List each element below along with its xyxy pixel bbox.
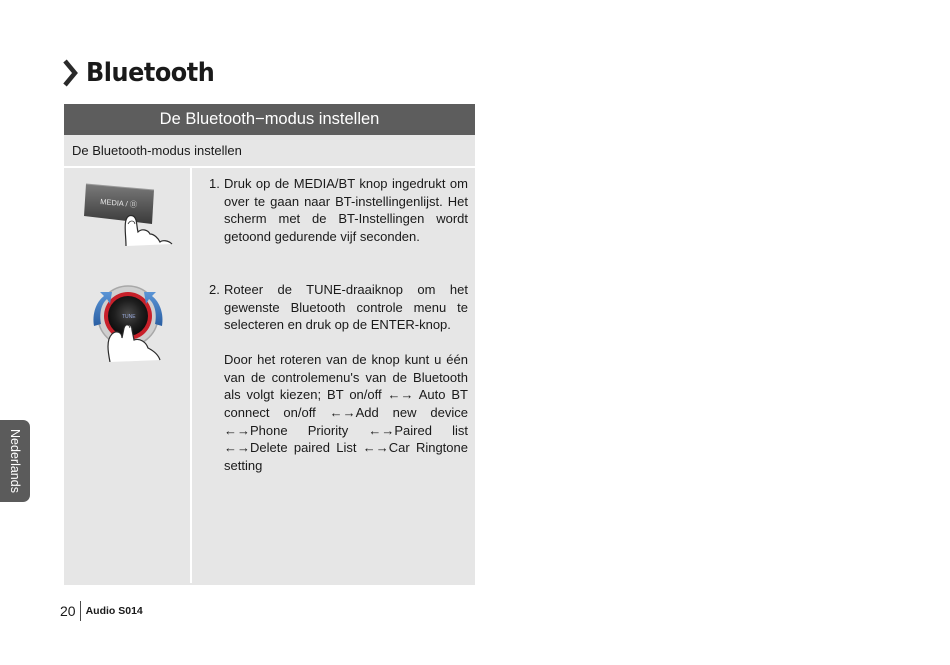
step-number: 2. (209, 281, 220, 297)
page-title: Bluetooth (86, 58, 215, 88)
chevron-right-icon (62, 59, 80, 87)
page-heading (62, 56, 225, 90)
language-tab-label: Nederlands (8, 429, 22, 493)
section-header: De Bluetooth−modus instellen (64, 104, 475, 135)
knob-label: TUNE (122, 314, 136, 320)
footer-divider (80, 601, 81, 621)
step-text: Roteer de TUNE-draaiknop om het gewenste Bluetooth controle menu te selecteren en druk op de ENTER-knop. (224, 281, 468, 333)
column-divider (190, 168, 192, 583)
product-name: Audio S014 (85, 605, 143, 617)
media-button-label: MEDIA / Ⓑ (99, 197, 138, 210)
page-number: 20 (60, 603, 76, 619)
instruction-panel (64, 104, 475, 585)
step-text: Druk op de MEDIA/BT knop ingedrukt om over te gaan naar BT-instellingenlijst. Het scherm met de BT-Instellingen wordt getoond gedurende vijf seconden. (224, 176, 468, 245)
step-2 (200, 281, 468, 475)
panel-body (64, 168, 475, 583)
rotate-knob-icon (88, 284, 172, 362)
step-text-detail: Door het roteren van de knop kunt u één van de controlemenu's van de Bluetooth als volgt kiezen; BT on/off ←→ Auto BT connect on/off ←→Add new device ←→Phone Priority ←→Paired list ←→Delete paired List ←→Car Ringtone setting (224, 351, 468, 474)
step-number: 1. (209, 176, 220, 191)
step-list (200, 175, 468, 475)
language-tab (0, 420, 30, 502)
page-footer (60, 600, 143, 622)
media-button-press-icon (82, 180, 178, 246)
section-subheader: De Bluetooth-modus instellen (64, 135, 475, 168)
step-1 (200, 175, 468, 246)
